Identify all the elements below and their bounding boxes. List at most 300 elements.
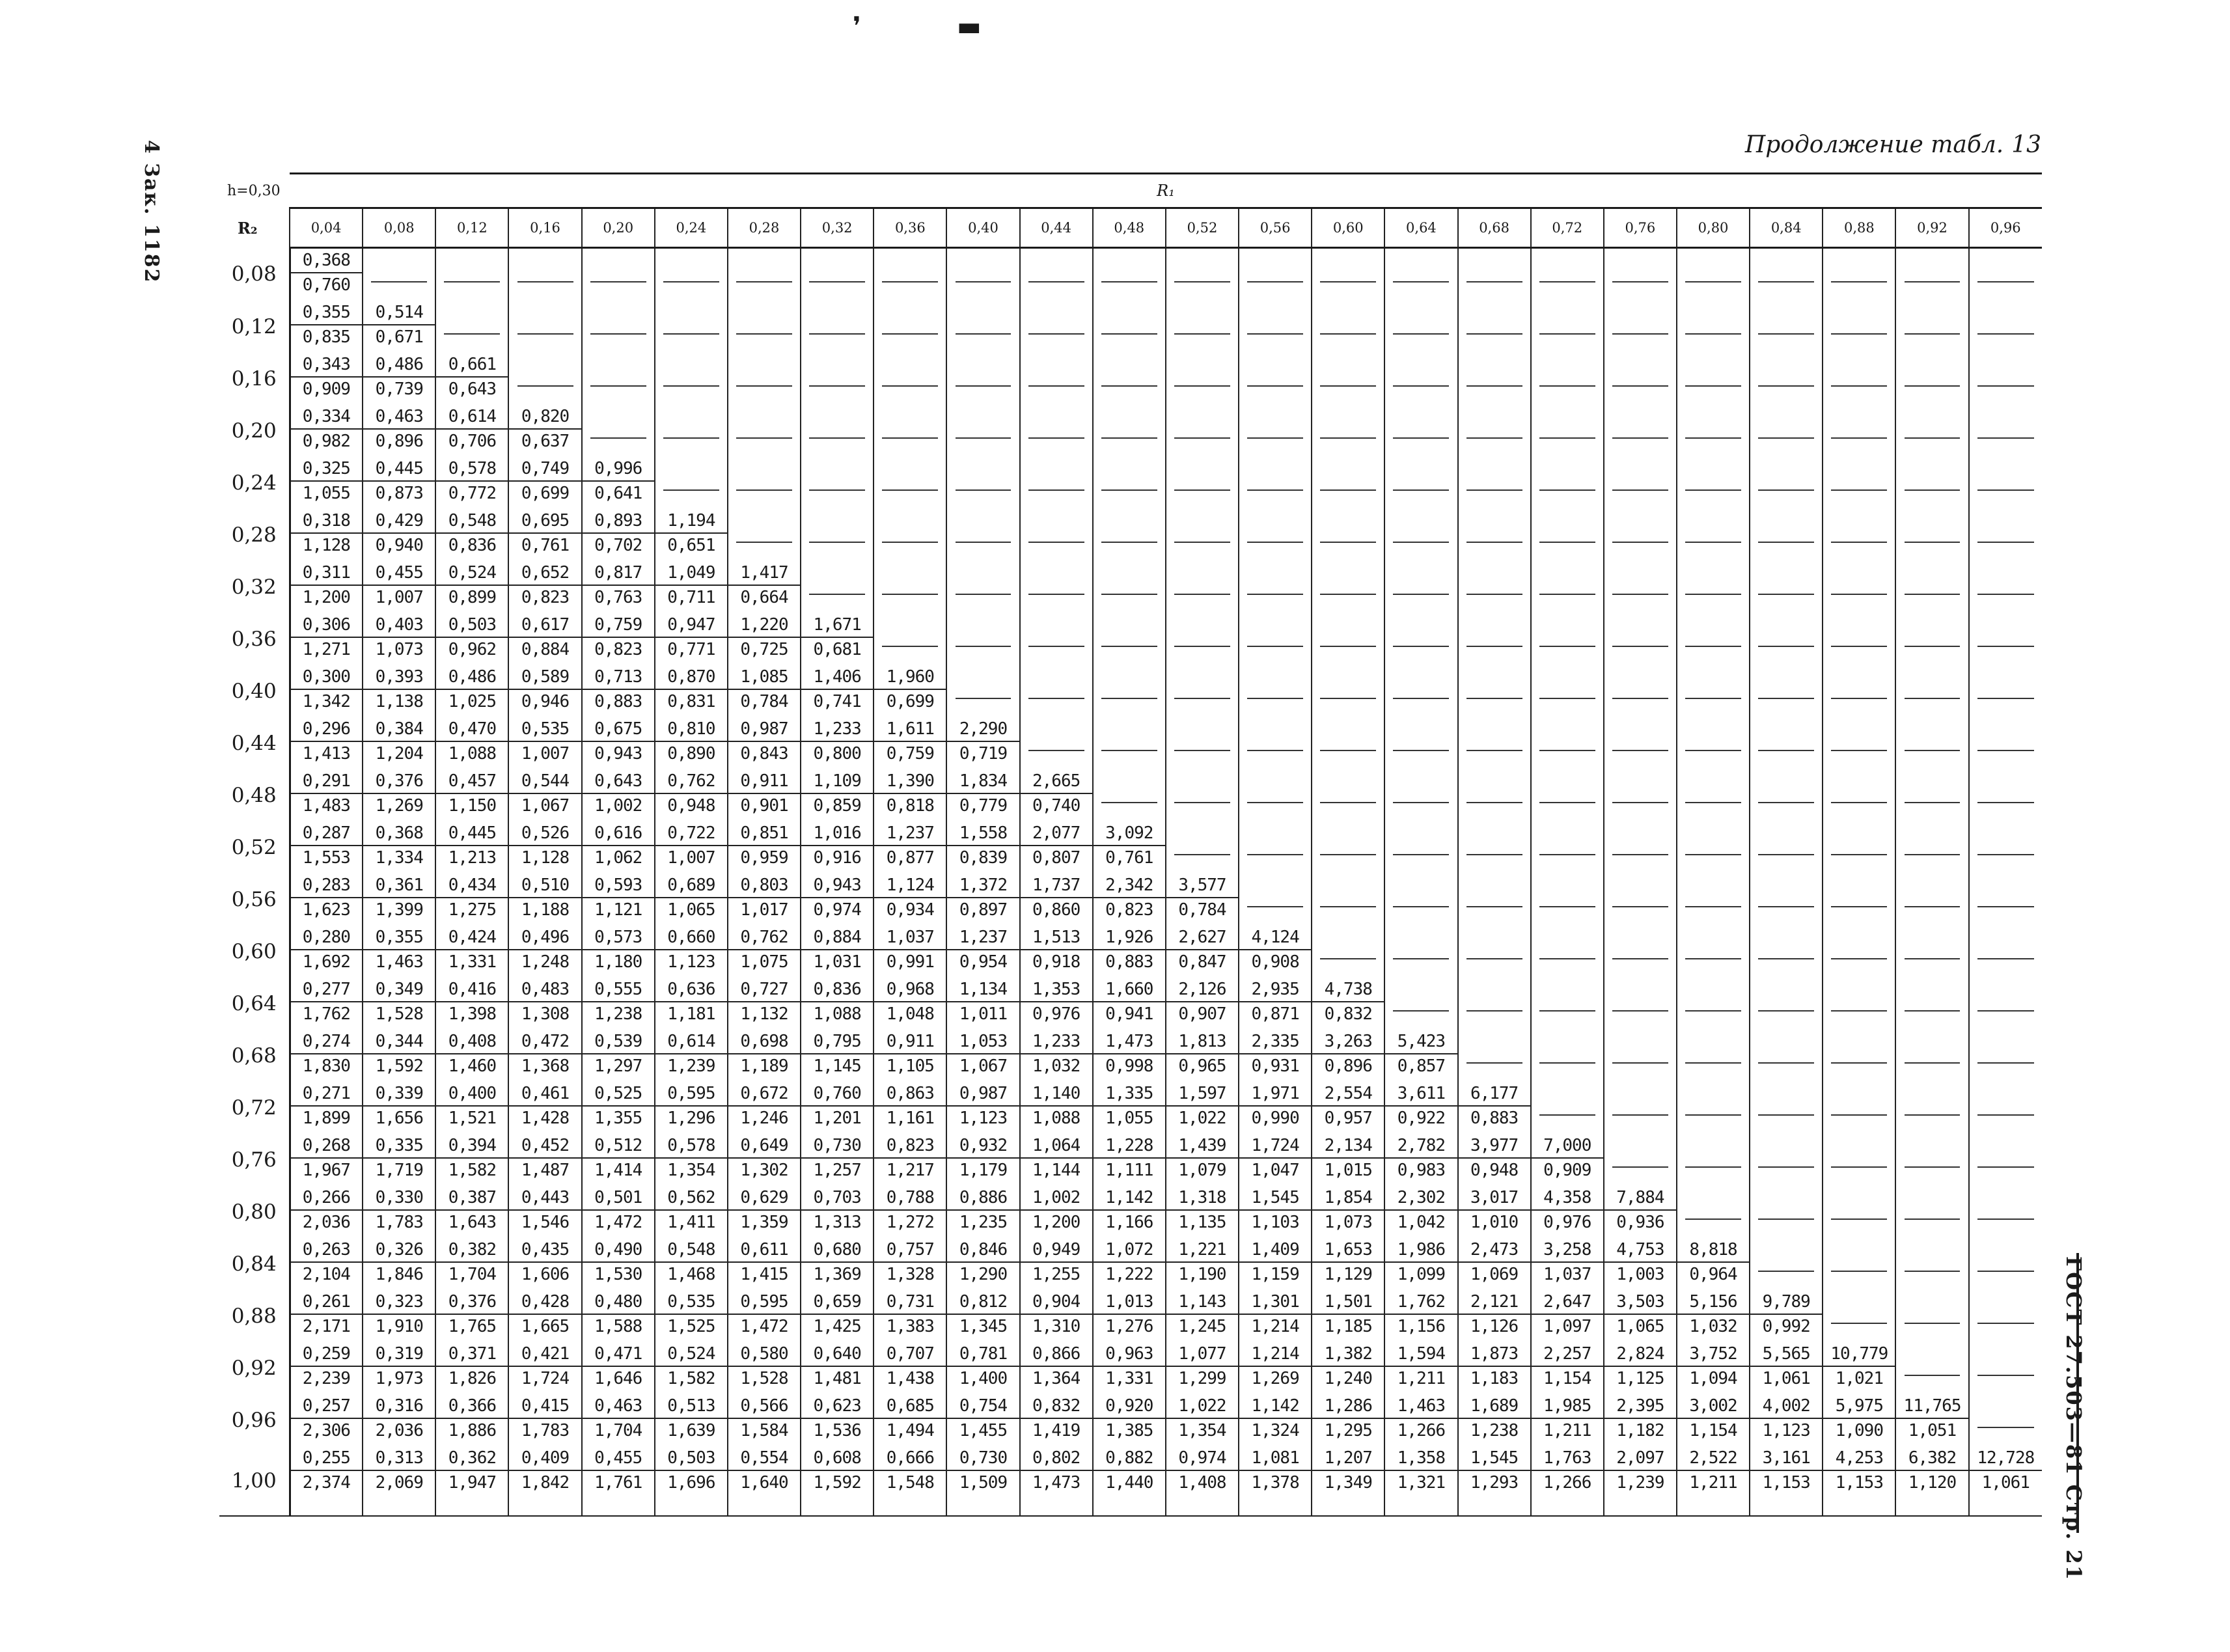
value-bottom: 1,455 — [947, 1418, 1019, 1442]
empty-cell — [1677, 613, 1750, 665]
value-cell — [290, 926, 363, 978]
empty-cell — [1239, 874, 1312, 926]
value-top: 0,795 — [813, 1032, 861, 1051]
value-top: 0,318 — [302, 511, 350, 530]
value-cell — [655, 1186, 728, 1238]
empty-cell — [1750, 405, 1823, 457]
value-cell — [1823, 1342, 1895, 1394]
value-top: 2,290 — [959, 719, 1008, 739]
value-bottom: 0,964 — [1677, 1261, 1749, 1286]
value-bottom: 1,483 — [291, 793, 363, 818]
value-cell — [1823, 1394, 1895, 1446]
value-top: 3,503 — [1616, 1292, 1664, 1312]
value-top: 6,382 — [1908, 1448, 1957, 1468]
value-top: 0,788 — [886, 1188, 934, 1207]
empty-dash — [1977, 1427, 2034, 1428]
empty-dash — [809, 333, 865, 335]
value-cell — [655, 821, 728, 874]
value-top: 1,194 — [667, 511, 715, 530]
value-cell — [1458, 1394, 1531, 1446]
value-bottom: 1,182 — [1604, 1418, 1676, 1442]
empty-dash — [1174, 854, 1230, 855]
empty-cell — [1312, 665, 1384, 717]
value-cell — [1384, 1238, 1457, 1290]
value-top: 0,483 — [521, 980, 570, 999]
value-cell — [801, 978, 874, 1030]
value-cell — [1166, 978, 1239, 1030]
value-top: 0,274 — [302, 1032, 350, 1051]
value-cell — [1458, 1342, 1531, 1394]
value-bottom: 1,665 — [509, 1314, 581, 1338]
empty-dash — [1905, 1375, 1961, 1376]
empty-dash — [1174, 333, 1230, 335]
empty-cell — [1531, 821, 1604, 874]
value-top: 0,463 — [594, 1396, 642, 1416]
value-cell — [1239, 1446, 1312, 1516]
value-cell — [290, 1394, 363, 1446]
row-header-r2: 0,84 — [219, 1238, 290, 1290]
value-cell — [1677, 1290, 1750, 1342]
row-header-r2: 0,32 — [219, 561, 290, 613]
value-bottom: 2,069 — [363, 1470, 435, 1494]
continuation-label: Продолжение табл. — [1744, 131, 2004, 158]
empty-dash — [1905, 1271, 1961, 1272]
empty-dash — [1466, 594, 1522, 595]
value-cell — [1093, 978, 1166, 1030]
value-bottom: 1,032 — [1677, 1314, 1749, 1338]
empty-dash — [1977, 698, 2034, 699]
empty-cell — [1823, 1290, 1895, 1342]
value-bottom: 0,823 — [583, 637, 654, 661]
value-cell — [801, 1394, 874, 1446]
value-cell — [728, 561, 801, 613]
value-bottom: 1,528 — [363, 1001, 435, 1026]
empty-dash — [1174, 385, 1230, 387]
empty-dash — [809, 594, 865, 595]
value-bottom: 1,295 — [1312, 1418, 1384, 1442]
empty-dash — [1685, 906, 1741, 907]
value-top: 0,255 — [302, 1448, 350, 1468]
empty-cell — [1458, 613, 1531, 665]
value-cell — [1093, 1134, 1166, 1186]
value-top: 3,258 — [1543, 1240, 1591, 1260]
value-bottom: 1,646 — [583, 1366, 654, 1390]
value-top: 0,376 — [448, 1292, 497, 1312]
empty-dash — [1685, 750, 1741, 751]
value-cell — [1020, 926, 1093, 978]
value-cell — [1677, 1342, 1750, 1394]
empty-cell — [1384, 874, 1457, 926]
value-top: 3,017 — [1470, 1188, 1519, 1207]
empty-dash — [1174, 594, 1230, 595]
empty-dash — [1466, 385, 1522, 387]
value-top: 0,271 — [302, 1084, 350, 1103]
empty-cell — [1531, 248, 1604, 301]
value-bottom: 1,144 — [1021, 1157, 1092, 1182]
value-top: 0,323 — [375, 1292, 423, 1312]
value-bottom: 1,002 — [583, 793, 654, 818]
value-bottom: 1,460 — [436, 1053, 508, 1078]
value-top: 0,707 — [886, 1344, 934, 1364]
empty-dash — [1247, 385, 1303, 387]
empty-cell — [363, 248, 435, 301]
empty-dash — [1905, 646, 1961, 647]
value-bottom: 1,296 — [655, 1105, 727, 1130]
value-bottom: 1,321 — [1385, 1470, 1457, 1494]
empty-dash — [1831, 802, 1887, 803]
empty-cell — [1750, 769, 1823, 821]
value-bottom: 1,592 — [801, 1470, 873, 1494]
value-cell — [1020, 769, 1093, 821]
value-bottom: 1,414 — [583, 1157, 654, 1182]
value-top: 4,738 — [1324, 980, 1372, 999]
empty-cell — [1531, 301, 1604, 353]
empty-cell — [1677, 821, 1750, 874]
empty-cell — [1895, 1290, 1968, 1342]
value-bottom: 0,936 — [1604, 1209, 1676, 1234]
value-top: 0,455 — [594, 1448, 642, 1468]
empty-cell — [1458, 874, 1531, 926]
value-top: 0,762 — [667, 771, 715, 791]
empty-cell — [874, 561, 946, 613]
table-row — [219, 1238, 2042, 1290]
value-top: 0,762 — [740, 928, 788, 947]
empty-cell — [1531, 613, 1604, 665]
value-top: 0,403 — [375, 615, 423, 635]
empty-dash — [1466, 542, 1522, 543]
empty-cell — [801, 301, 874, 353]
corner-r2-label: R₂ — [238, 218, 258, 238]
value-bottom: 1,521 — [436, 1105, 508, 1130]
empty-dash — [1905, 698, 1961, 699]
empty-dash — [1101, 802, 1157, 803]
value-cell — [1020, 1394, 1093, 1446]
value-bottom: 1,007 — [509, 741, 581, 765]
value-top: 3,161 — [1762, 1448, 1810, 1468]
value-bottom: 0,934 — [874, 897, 946, 922]
empty-dash — [1028, 437, 1084, 439]
value-bottom: 1,588 — [583, 1314, 654, 1338]
value-top: 0,760 — [813, 1084, 861, 1103]
value-cell — [728, 1342, 801, 1394]
value-cell — [1312, 1134, 1384, 1186]
value-cell — [290, 509, 363, 561]
value-bottom: 1,154 — [1677, 1418, 1749, 1442]
value-bottom: 1,266 — [1385, 1418, 1457, 1442]
value-bottom: 1,509 — [947, 1470, 1019, 1494]
value-bottom: 0,946 — [509, 689, 581, 713]
value-top: 2,647 — [1543, 1292, 1591, 1312]
empty-dash — [1977, 1271, 2034, 1272]
value-top: 2,126 — [1178, 980, 1226, 999]
value-bottom: 0,959 — [728, 845, 800, 870]
value-top: 0,512 — [594, 1136, 642, 1155]
row-header-r2: 0,68 — [219, 1030, 290, 1082]
value-bottom: 0,922 — [1385, 1105, 1457, 1130]
value-top: 0,445 — [375, 459, 423, 478]
value-top: 0,445 — [448, 823, 497, 843]
value-top: 0,335 — [375, 1136, 423, 1155]
value-top: 0,325 — [302, 459, 350, 478]
value-bottom: 1,411 — [655, 1209, 727, 1234]
value-cell — [946, 1186, 1019, 1238]
value-cell — [728, 926, 801, 978]
empty-dash — [1539, 646, 1595, 647]
margin-standard-ref: ГОСТ 27.503—81 Стр. 21 — [2061, 1256, 2086, 1582]
value-cell — [801, 665, 874, 717]
empty-dash — [1977, 489, 2034, 491]
value-top: 0,361 — [375, 875, 423, 895]
empty-dash — [1028, 385, 1084, 387]
value-bottom: 1,266 — [1532, 1470, 1603, 1494]
row-header-r2: 0,48 — [219, 769, 290, 821]
value-cell — [801, 874, 874, 926]
value-top: 0,963 — [1105, 1344, 1153, 1364]
value-top: 1,081 — [1251, 1448, 1299, 1468]
value-cell — [946, 926, 1019, 978]
empty-dash — [1612, 489, 1668, 491]
value-top: 0,617 — [521, 615, 570, 635]
empty-cell — [801, 353, 874, 405]
value-top: 1,597 — [1178, 1084, 1226, 1103]
value-bottom: 1,704 — [436, 1261, 508, 1286]
value-cell — [1604, 1238, 1677, 1290]
empty-cell — [1750, 926, 1823, 978]
value-cell — [801, 1342, 874, 1394]
empty-cell — [1093, 301, 1166, 353]
value-cell — [801, 717, 874, 769]
empty-dash — [1393, 906, 1449, 907]
empty-cell — [1895, 561, 1968, 613]
value-cell — [728, 874, 801, 926]
value-cell — [508, 1342, 581, 1394]
empty-cell — [655, 248, 728, 301]
value-bottom: 0,759 — [874, 741, 946, 765]
empty-dash — [1905, 750, 1961, 751]
value-top: 0,727 — [740, 980, 788, 999]
value-cell — [1239, 1342, 1312, 1394]
value-bottom: 1,153 — [1750, 1470, 1822, 1494]
empty-dash — [1393, 281, 1449, 282]
empty-dash — [1101, 333, 1157, 335]
value-cell — [363, 926, 435, 978]
value-top: 0,349 — [375, 980, 423, 999]
value-top: 0,698 — [740, 1032, 788, 1051]
value-cell — [728, 1394, 801, 1446]
value-cell — [1312, 1394, 1384, 1446]
value-cell — [435, 1342, 508, 1394]
value-cell — [946, 1446, 1019, 1516]
value-top: 1,085 — [740, 667, 788, 687]
value-bottom: 1,188 — [509, 897, 581, 922]
row-header-r2: 1,00 — [219, 1446, 290, 1516]
value-cell — [1020, 1186, 1093, 1238]
value-cell — [655, 874, 728, 926]
empty-cell — [1531, 1030, 1604, 1082]
value-cell — [290, 717, 363, 769]
empty-dash — [1320, 646, 1376, 647]
value-bottom: 0,983 — [1385, 1157, 1457, 1182]
empty-dash — [1393, 542, 1449, 543]
empty-dash — [809, 385, 865, 387]
value-top: 0,503 — [448, 615, 497, 635]
value-top: 0,866 — [1032, 1344, 1081, 1364]
value-top: 0,287 — [302, 823, 350, 843]
empty-cell — [1969, 821, 2042, 874]
value-cell — [582, 665, 655, 717]
empty-dash — [1831, 437, 1887, 439]
empty-cell — [1604, 1030, 1677, 1082]
value-cell — [1384, 1290, 1457, 1342]
value-top: 5,975 — [1835, 1396, 1883, 1416]
value-cell — [435, 1238, 508, 1290]
value-bottom: 1,355 — [583, 1105, 654, 1130]
value-top: 1,439 — [1178, 1136, 1226, 1155]
empty-cell — [1969, 353, 2042, 405]
empty-cell — [1677, 769, 1750, 821]
empty-dash — [1174, 542, 1230, 543]
value-bottom: 1,088 — [436, 741, 508, 765]
value-bottom: 1,582 — [655, 1366, 727, 1390]
value-bottom: 0,982 — [291, 428, 363, 453]
value-top: 1,834 — [959, 771, 1008, 791]
value-top: 0,513 — [667, 1396, 715, 1416]
empty-cell — [1895, 1342, 1968, 1394]
value-cell — [290, 769, 363, 821]
value-cell — [946, 717, 1019, 769]
empty-dash — [1028, 698, 1084, 699]
value-top: 0,823 — [886, 1136, 934, 1155]
value-top: 0,851 — [740, 823, 788, 843]
empty-dash — [1758, 333, 1814, 335]
value-cell — [290, 613, 363, 665]
value-top: 0,730 — [813, 1136, 861, 1155]
value-top: 0,376 — [375, 771, 423, 791]
value-top: 1,237 — [886, 823, 934, 843]
value-top: 2,627 — [1178, 928, 1226, 947]
empty-dash — [1758, 489, 1814, 491]
value-top: 0,661 — [448, 355, 497, 374]
empty-cell — [1823, 301, 1895, 353]
empty-cell — [1823, 1186, 1895, 1238]
empty-dash — [1101, 594, 1157, 595]
value-bottom: 1,211 — [1532, 1418, 1603, 1442]
value-cell — [1458, 1290, 1531, 1342]
value-cell — [874, 821, 946, 874]
empty-cell — [1531, 353, 1604, 405]
empty-cell — [946, 405, 1019, 457]
empty-cell — [1020, 613, 1093, 665]
empty-cell — [1969, 1082, 2042, 1134]
value-bottom: 1,079 — [1166, 1157, 1238, 1182]
value-cell — [508, 405, 581, 457]
empty-cell — [1020, 405, 1093, 457]
value-cell — [1312, 1290, 1384, 1342]
value-cell — [1093, 1082, 1166, 1134]
empty-dash — [1758, 906, 1814, 907]
empty-dash — [1905, 854, 1961, 855]
empty-cell — [946, 248, 1019, 301]
empty-cell — [1823, 1030, 1895, 1082]
empty-cell — [1384, 509, 1457, 561]
value-top: 0,649 — [740, 1136, 788, 1155]
value-cell — [1020, 1082, 1093, 1134]
value-top: 2,522 — [1689, 1448, 1737, 1468]
empty-cell — [1312, 717, 1384, 769]
empty-dash — [1977, 1010, 2034, 1012]
value-top: 0,316 — [375, 1396, 423, 1416]
empty-dash — [882, 542, 938, 543]
empty-cell — [874, 353, 946, 405]
empty-cell — [1677, 1030, 1750, 1082]
value-cell — [582, 1082, 655, 1134]
empty-dash — [1247, 437, 1303, 439]
empty-cell — [1750, 1082, 1823, 1134]
value-cell — [1677, 1446, 1750, 1516]
empty-cell — [801, 405, 874, 457]
empty-dash — [1466, 854, 1522, 855]
value-top: 0,996 — [594, 459, 642, 478]
empty-cell — [1750, 509, 1823, 561]
empty-dash — [1758, 437, 1814, 439]
column-header-r1: 0,68 — [1458, 208, 1531, 248]
value-bottom: 0,706 — [436, 428, 508, 453]
column-header-r1: 0,44 — [1020, 208, 1093, 248]
value-bottom: 1,428 — [509, 1105, 581, 1130]
value-bottom: 1,222 — [1094, 1261, 1165, 1286]
value-bottom: 0,883 — [1094, 949, 1165, 974]
empty-dash — [1028, 489, 1084, 491]
empty-cell — [1969, 1186, 2042, 1238]
value-bottom: 1,042 — [1385, 1209, 1457, 1234]
empty-dash — [1539, 906, 1595, 907]
value-top: 0,510 — [521, 875, 570, 895]
empty-cell — [1895, 978, 1968, 1030]
empty-dash — [1466, 646, 1522, 647]
value-cell — [874, 1394, 946, 1446]
empty-dash — [956, 281, 1012, 282]
value-bottom: 1,245 — [1166, 1314, 1238, 1338]
value-top: 1,372 — [959, 875, 1008, 895]
value-cell — [1020, 1238, 1093, 1290]
table-row — [219, 1082, 2042, 1134]
value-top: 0,660 — [667, 928, 715, 947]
value-cell — [1020, 978, 1093, 1030]
empty-dash — [1393, 385, 1449, 387]
value-cell — [290, 1290, 363, 1342]
empty-dash — [1977, 1375, 2034, 1376]
value-top: 0,614 — [448, 407, 497, 426]
empty-cell — [1458, 821, 1531, 874]
empty-cell — [801, 561, 874, 613]
value-bottom: 1,328 — [874, 1261, 946, 1286]
empty-cell — [655, 353, 728, 405]
value-cell — [290, 1030, 363, 1082]
empty-dash — [590, 437, 646, 439]
value-bottom: 0,702 — [583, 532, 654, 557]
empty-cell — [1750, 1186, 1823, 1238]
empty-cell — [1384, 821, 1457, 874]
value-bottom: 1,334 — [363, 845, 435, 870]
empty-dash — [1028, 594, 1084, 595]
value-cell — [582, 509, 655, 561]
value-bottom: 1,031 — [801, 949, 873, 974]
empty-dash — [809, 542, 865, 543]
empty-cell — [1166, 248, 1239, 301]
value-top: 0,817 — [594, 563, 642, 583]
empty-cell — [1458, 769, 1531, 821]
value-top: 1,214 — [1251, 1344, 1299, 1364]
